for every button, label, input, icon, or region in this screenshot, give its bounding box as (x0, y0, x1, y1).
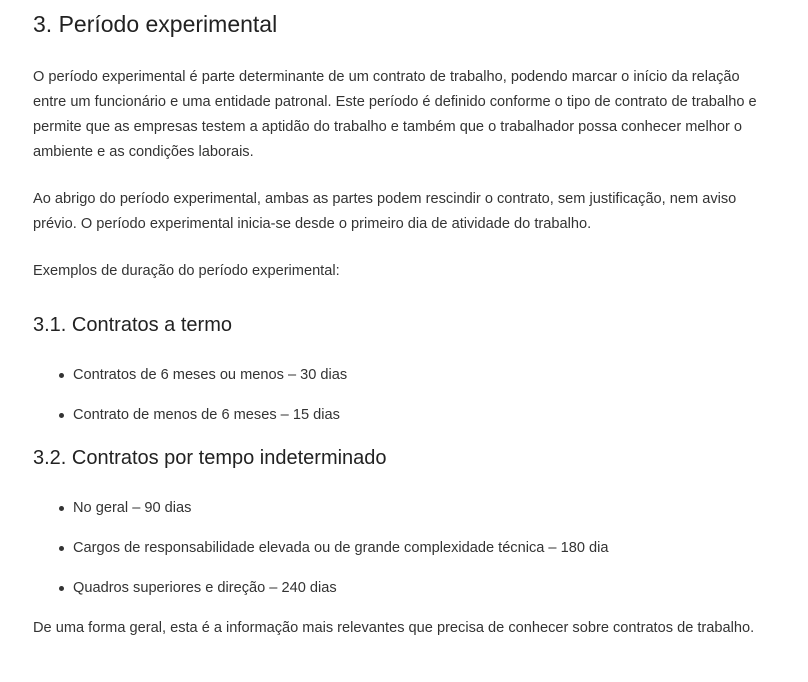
subsection-title-indeterminado: 3.2. Contratos por tempo indeterminado (33, 447, 387, 469)
section-title: 3. Período experimental (33, 11, 278, 37)
bullet-icon (59, 413, 64, 418)
list-item (73, 365, 768, 385)
list-item (73, 578, 768, 598)
list-item-text: Cargos de responsabilidade elevada ou de grande complexidade técnica – 180 dia (73, 540, 609, 556)
intro-paragraph: O período experimental é parte determinante de um contrato de trabalho, podendo marcar o início da relação entre um funcionário e uma entidade patronal. Este período é definido conforme o tipo de contrato de trabalho e permite que as empresas testem a aptidão do trabalho e também que o trabalhador possa conhecer melhor o ambiente e as condições laborais. (33, 69, 757, 160)
list-item (73, 498, 768, 518)
list-item-text: Quadros superiores e direção – 240 dias (73, 580, 337, 596)
list-contratos-termo (33, 365, 768, 425)
subsection-title-termo: 3.1. Contratos a termo (33, 314, 232, 336)
bullet-icon (59, 373, 64, 378)
bullet-icon (59, 546, 64, 551)
list-item-text: No geral – 90 dias (73, 500, 192, 516)
examples-intro: Exemplos de duração do período experimental: (33, 263, 340, 279)
conclusion-paragraph: De uma forma geral, esta é a informação mais relevantes que precisa de conhecer sobre contratos de trabalho. (33, 620, 755, 636)
list-item (73, 405, 768, 425)
list-item-text: Contratos de 6 meses ou menos – 30 dias (73, 367, 348, 383)
bullet-icon (59, 586, 64, 591)
list-item (73, 538, 768, 558)
bullet-icon (59, 506, 64, 511)
list-contratos-indeterminado (33, 498, 768, 598)
rescission-paragraph: Ao abrigo do período experimental, ambas as partes podem rescindir o contrato, sem justificação, nem aviso prévio. O período experimental inicia-se desde o primeiro dia de atividade do trabalho. (33, 191, 737, 232)
list-item-text: Contrato de menos de 6 meses – 15 dias (73, 407, 340, 423)
